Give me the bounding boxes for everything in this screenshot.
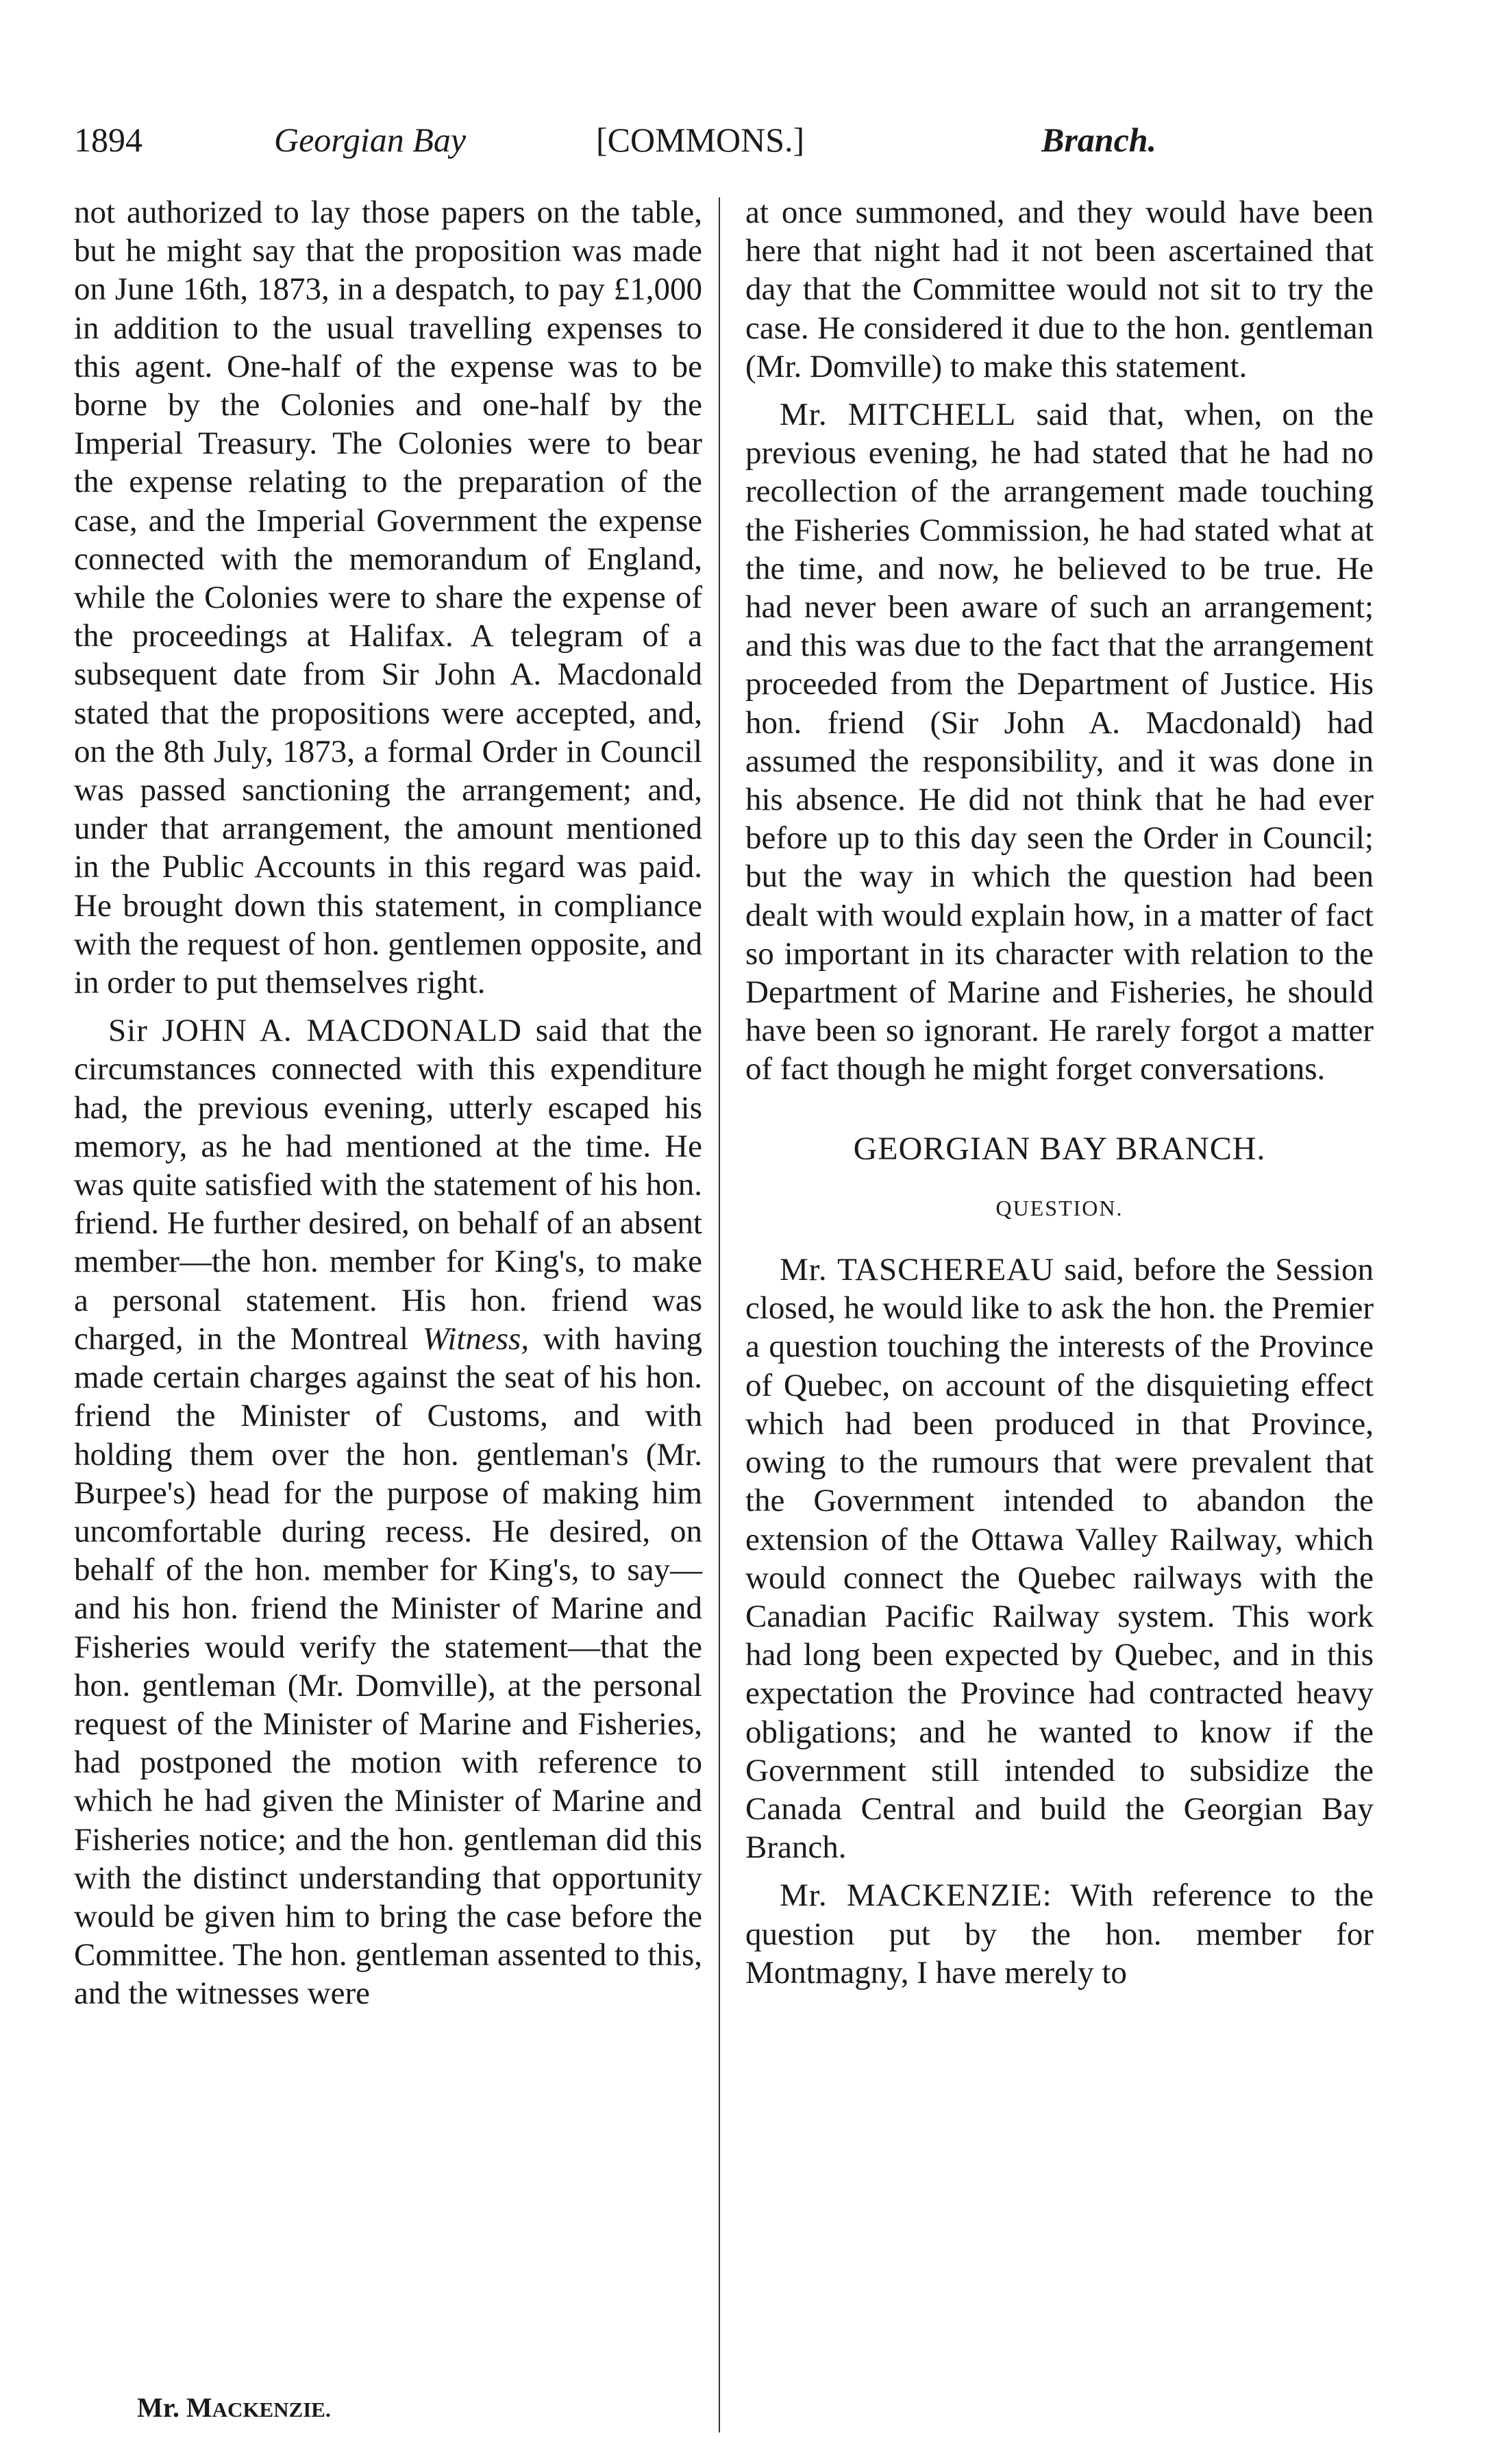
page-number: 1894: [74, 121, 142, 159]
center-running-head: [COMMONS.]: [596, 121, 805, 159]
left-column: [74, 193, 702, 2013]
paragraph-text: said, before the Session closed, he would like to ask the hon. the Premier a question touching the interests of the Province of Quebec, on account of the disquieting effect which had been produced in that Province, owing to the rumours that were prevalent that the Government intended to abandon the extension of the Ottawa Valley Railway, which would connect the Quebec railways with the Canadian Pacific Railway system. This work had long been expected by Quebec, and in this expectation the Province had contracted heavy obligations; and he wanted to know if the Government still intended to subsidize the Canada Central and build the Georgian Bay Branch.: [745, 1252, 1374, 1866]
speaker-name: Mr. MACKENZIE:: [780, 1877, 1052, 1914]
right-running-head: Branch.: [1041, 121, 1157, 159]
section-subtitle: QUESTION.: [995, 1195, 1124, 1220]
speaker-name: Mr. MITCHELL: [780, 397, 1017, 433]
paragraph-mackenzie: [745, 1876, 1374, 1992]
speaker-name: Mr. TASCHEREAU: [780, 1252, 1055, 1288]
paragraph-macdonald: [74, 1011, 702, 2012]
speaker-name: Sir JOHN A. MACDONALD: [108, 1013, 522, 1049]
section-title: GEORGIAN BAY BRANCH.: [853, 1130, 1266, 1167]
paragraph-text: With reference to the question put by the hon. member for Montmagny, I have merely to: [745, 1877, 1374, 1991]
catchword: [137, 2391, 331, 2424]
running-header: [74, 120, 1163, 175]
paragraph-continuation: not authorized to lay those papers on the table, but he might say that the proposition was made on June 16th, 1873, in a despatch, to pay £1,000 in addition to the usual travelling expenses to this agent. One-half of the expense was to be borne by the Colonies and one-half by the Imperial Treasury. The Colonies were to bear the expense relating to the preparation of the case, and the Imperial Government the expense connected with the memorandum of England, while the Colonies were to share the expense of the proceedings at Halifax. A telegram of a subsequent date from Sir John A. Macdonald stated that the propositions were accepted, and, on the 8th July, 1873, a formal Order in Council was passed sanctioning the arrangement; and, under that arrangement, the amount mentioned in the Public Accounts in this regard was paid. He brought down this statement, in compliance with the request of hon. gentlemen opposite, and in order to put themselves right.: [74, 195, 702, 1001]
right-column: [745, 193, 1374, 1992]
paragraph-text: with having made certain charges against the seat of his hon. friend the Minister of Customs, and with holding them over the hon. gentleman's (Mr. Burpee's) head for the purpose of making him uncomfortable during recess. He desired, on behalf of the hon. member for King's, to say—and his hon. friend the Minister of Marine and Fisheries would verify the statement—that the hon. gentleman (Mr. Domville), at the personal request of the Minister of Marine and Fisheries, had postponed the motion with reference to which he had given the Minister of Marine and Fisheries notice; and the hon. gentleman did this with the distinct understanding that opportunity would be given him to bring the case before the Committee. The hon. gentleman assented to this, and the witnesses were: [74, 1320, 702, 2012]
catchword-rest: ACKENZIE.: [212, 2398, 331, 2422]
newspaper-title: Witness,: [422, 1320, 530, 1357]
paragraph-continuation: at once summoned, and they would have been here that night had it not been ascertained that day that the Committee would not sit to try the case. He considered it due to the hon. gentleman (Mr. Domville) to make this statement.: [745, 195, 1374, 384]
paragraph-taschereau: [745, 1251, 1374, 1867]
left-running-head: Georgian Bay: [274, 121, 467, 159]
column-divider: [719, 197, 720, 2432]
paragraph-text: said that, when, on the previous evening, he had stated that he had no recollection of the arrangement made touching the Fisheries Commission, he had stated what at the time, and now, he believed to be true. He had never been aware of such an arrangement; and this was due to the fact that the arrangement proceeded from the Department of Justice. His hon. friend (Sir John A. Macdonald) had assumed the responsibility, and it was done in his absence. He did not think that he had ever before up to this day seen the Order in Council; but the way in which the question had been dealt with would explain how, in a matter of fact so important in its character with relation to the Department of Marine and Fisheries, he should have been so ignorant. He rarely forgot a matter of fact though he might forget conversations.: [745, 397, 1374, 1087]
catchword-prefix: Mr. M: [137, 2392, 212, 2423]
paragraph-mitchell: [745, 395, 1374, 1089]
paragraph-text: said that the circumstances connected with this expenditure had, the previous evening, utterly escaped his memory, as he had mentioned at the time. He was quite satisfied with the statement of his hon. friend. He further desired, on behalf of an absent member—the hon. member for King's, to make a personal statement. His hon. friend was charged, in the Montreal: [74, 1013, 702, 1357]
